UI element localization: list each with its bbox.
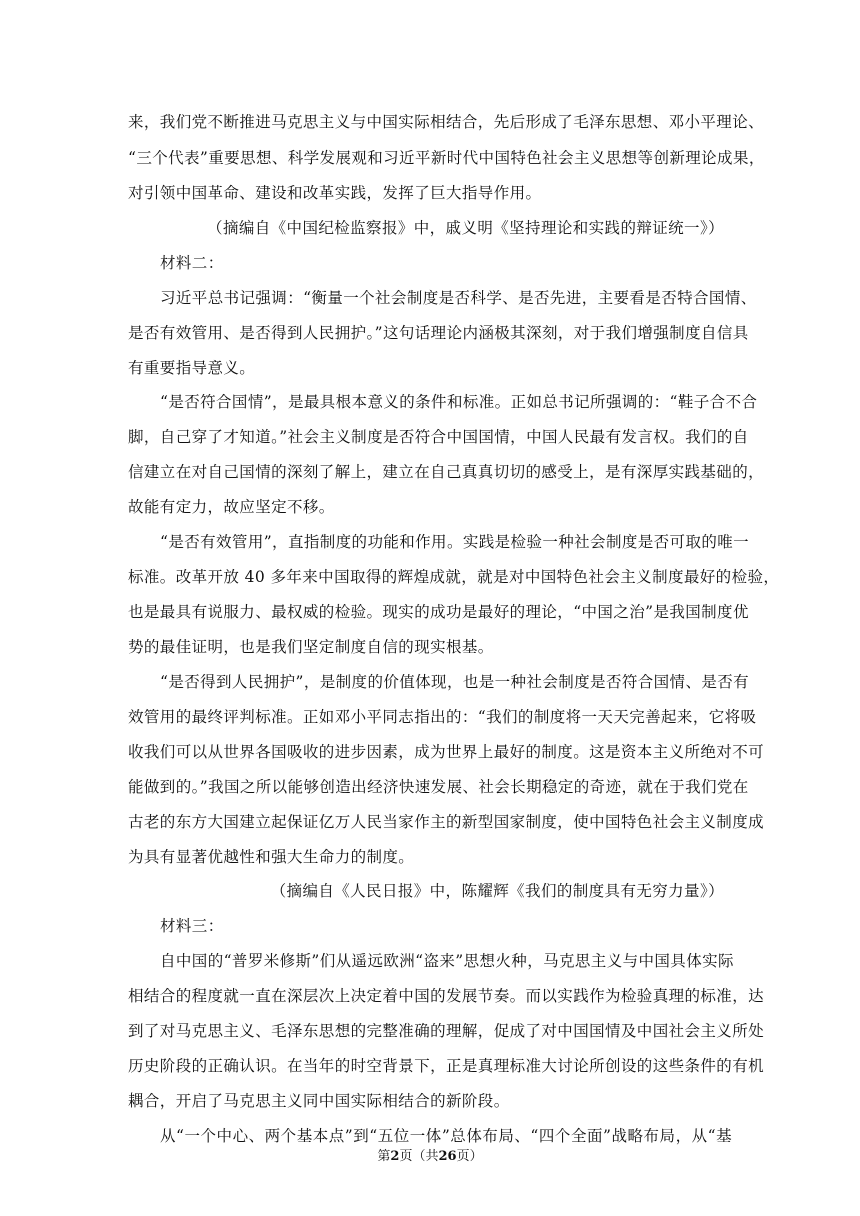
text-line: 信建立在对自己国情的深刻了解上，建立在自己真真切切的感受上，是有深厚实践基础的， bbox=[128, 463, 765, 481]
footer-prefix: 第 bbox=[377, 1149, 391, 1164]
citation: （摘编自《人民日报》中，陈耀辉《我们的制度具有无穷力量》） bbox=[270, 882, 724, 900]
text-line: 从“一个中心、两个基本点”到“五位一体”总体布局、“四个全面”战略布局，从“基 bbox=[160, 1127, 732, 1145]
text-line: 自中国的“普罗米修斯”们从遥远欧洲“盗来”思想火种，马克思主义与中国具体实际 bbox=[160, 952, 734, 970]
citation: （摘编自《中国纪检监察报》中，戚义明《坚持理论和实践的辩证统一》） bbox=[207, 219, 724, 237]
text-line: 到了对马克思主义、毛泽东思想的完整准确的理解，促成了对中国国情及中国社会主义所处 bbox=[128, 1022, 765, 1040]
text-line: 对引领中国革命、建设和改革实践，发挥了巨大指导作用。 bbox=[128, 184, 542, 202]
text-line: 效管用的最终评判标准。正如邓小平同志指出的：“我们的制度将一天天完善起来，它将吸 bbox=[128, 708, 757, 726]
text-line: 有重要指导意义。 bbox=[128, 359, 256, 377]
text-line: 历史阶段的正确认识。在当年的时空背景下，正是真理标准大讨论所创设的这些条件的有机 bbox=[128, 1057, 765, 1075]
footer-middle: 页（共 bbox=[399, 1149, 439, 1164]
text-line: 来，我们党不断推进马克思主义与中国实际相结合，先后形成了毛泽东思想、邓小平理论、 bbox=[128, 113, 765, 131]
section-heading: 材料二： bbox=[160, 254, 224, 272]
text-line: 习近平总书记强调：“衡量一个社会制度是否科学、是否先进，主要看是否特合国情、 bbox=[160, 289, 757, 307]
text-line: 是否有效管用、是否得到人民拥护。”这句话理论内涵极其深刻，对于我们增强制度自信具 bbox=[128, 324, 749, 342]
text-line: 标准。改革开放 40 多年来中国取得的辉煌成就，就是对中国特色社会主义制度最好的检验， bbox=[128, 568, 780, 586]
text-line: 为具有显著优越性和强大生命力的制度。 bbox=[128, 848, 415, 866]
text-line: “是否有效管用”，直指制度的功能和作用。实践是检验一种社会制度是否可取的唯一 bbox=[160, 533, 750, 551]
page-footer bbox=[0, 1145, 860, 1164]
text-line: 耦合，开启了马克思主义同中国实际相结合的新阶段。 bbox=[128, 1092, 510, 1110]
text-line: 相结合的程度就一直在深层次上决定着中国的发展节奏。而以实践作为检验真理的标准，达 bbox=[128, 987, 765, 1005]
text-line: “是否符合国情”，是最具根本意义的条件和标准。正如总书记所强调的：“鞋子合不合 bbox=[160, 393, 758, 411]
page-number: 2 bbox=[390, 1149, 400, 1164]
text-line: 古老的东方大国建立起保证亿万人民当家作主的新型国家制度，使中国特色社会主义制度成 bbox=[128, 813, 765, 831]
section-heading: 材料三： bbox=[160, 917, 224, 935]
text-line: “三个代表”重要思想、科学发展观和习近平新时代中国特色社会主义思想等创新理论成果， bbox=[128, 149, 765, 167]
text-line: 势的最佳证明，也是我们坚定制度自信的现实根基。 bbox=[128, 638, 494, 656]
text-line: 也是最具有说服力、最权威的检验。现实的成功是最好的理论，“中国之治”是我国制度优 bbox=[128, 603, 749, 621]
footer-suffix: 页） bbox=[456, 1149, 483, 1164]
text-line: 故能有定力，故应坚定不移。 bbox=[128, 498, 335, 516]
text-line: 能做到的。”我国之所以能够创造出经济快速发展、社会长期稳定的奇迹，就在于我们党在 bbox=[128, 778, 749, 796]
text-line: 脚，自己穿了才知道。”社会主义制度是否符合中国国情，中国人民最有发言权。我们的自 bbox=[128, 428, 749, 446]
page-total: 26 bbox=[438, 1149, 457, 1164]
text-line: 收我们可以从世界各国吸收的进步因素，成为世界上最好的制度。这是资本主义所绝对不可 bbox=[128, 743, 765, 761]
text-line: “是否得到人民拥护”，是制度的价值体现，也是一种社会制度是否符合国情、是否有 bbox=[160, 673, 750, 691]
